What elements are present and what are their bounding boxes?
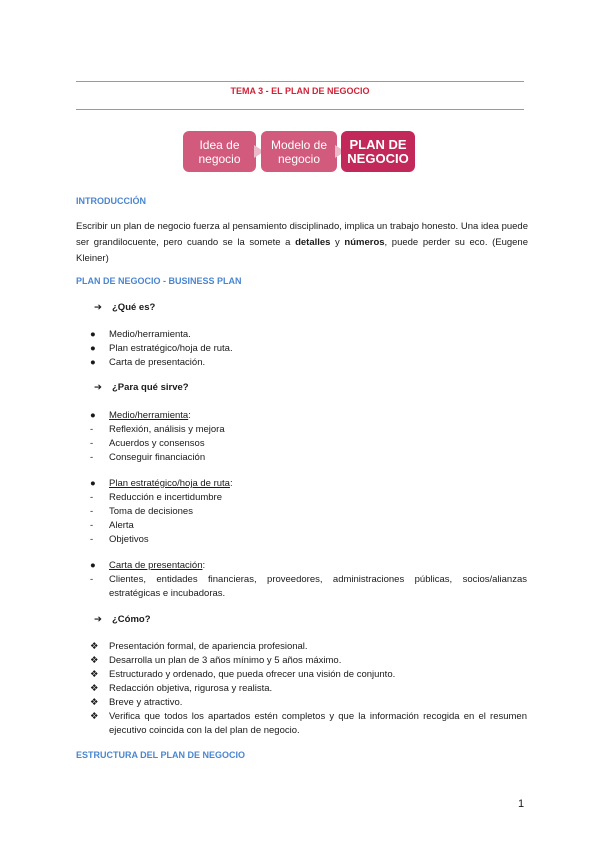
question-como: ➔ ¿Cómo? — [94, 614, 151, 625]
bullet-icon: ● — [90, 343, 96, 354]
section-heading-structure: ESTRUCTURA DEL PLAN DE NEGOCIO — [76, 750, 246, 760]
flow-step-plan: PLAN DE NEGOCIO — [341, 131, 415, 172]
diamond-bullet-icon: ❖ — [90, 697, 99, 708]
page-number: 1 — [518, 798, 525, 810]
arrow-right-icon: ➔ — [94, 382, 102, 393]
page-title: TEMA 3 - EL PLAN DE NEGOCIO — [230, 86, 370, 96]
section-heading-intro: INTRODUCCIÓN — [76, 196, 146, 206]
bullet-icon: ● — [90, 560, 96, 571]
arrow-right-icon: ➔ — [94, 614, 102, 625]
top-rule — [76, 81, 524, 82]
section-heading-plan: PLAN DE NEGOCIO - BUSINESS PLAN — [76, 276, 242, 286]
diamond-bullet-icon: ❖ — [90, 655, 99, 666]
diamond-bullet-icon: ❖ — [90, 641, 99, 652]
bullet-icon: ● — [90, 410, 96, 421]
intro-paragraph: Escribir un plan de negocio fuerza al pensamiento disciplinado, implica un trabajo honesto. Una idea puede ser grandilocuente, pero cuando se la somete a detalles y números, puede perder su eco. (Eugene Kleiner) — [76, 221, 529, 264]
diamond-bullet-icon: ❖ — [90, 683, 99, 694]
process-diagram — [183, 131, 415, 172]
flow-step-idea: Idea de negocio — [183, 131, 256, 172]
bullet-icon: ● — [90, 478, 96, 489]
flow-step-modelo: Modelo de negocio — [261, 131, 337, 172]
diamond-bullet-icon: ❖ — [90, 711, 99, 722]
bullet-icon: ● — [90, 357, 96, 368]
arrow-right-icon: ➔ — [94, 302, 102, 313]
question-para-que: ➔ ¿Para qué sirve? — [94, 382, 189, 393]
diamond-bullet-icon: ❖ — [90, 669, 99, 680]
bullet-icon: ● — [90, 329, 96, 340]
title-rule — [76, 109, 524, 110]
question-que-es: ➔ ¿Qué es? — [94, 302, 156, 313]
